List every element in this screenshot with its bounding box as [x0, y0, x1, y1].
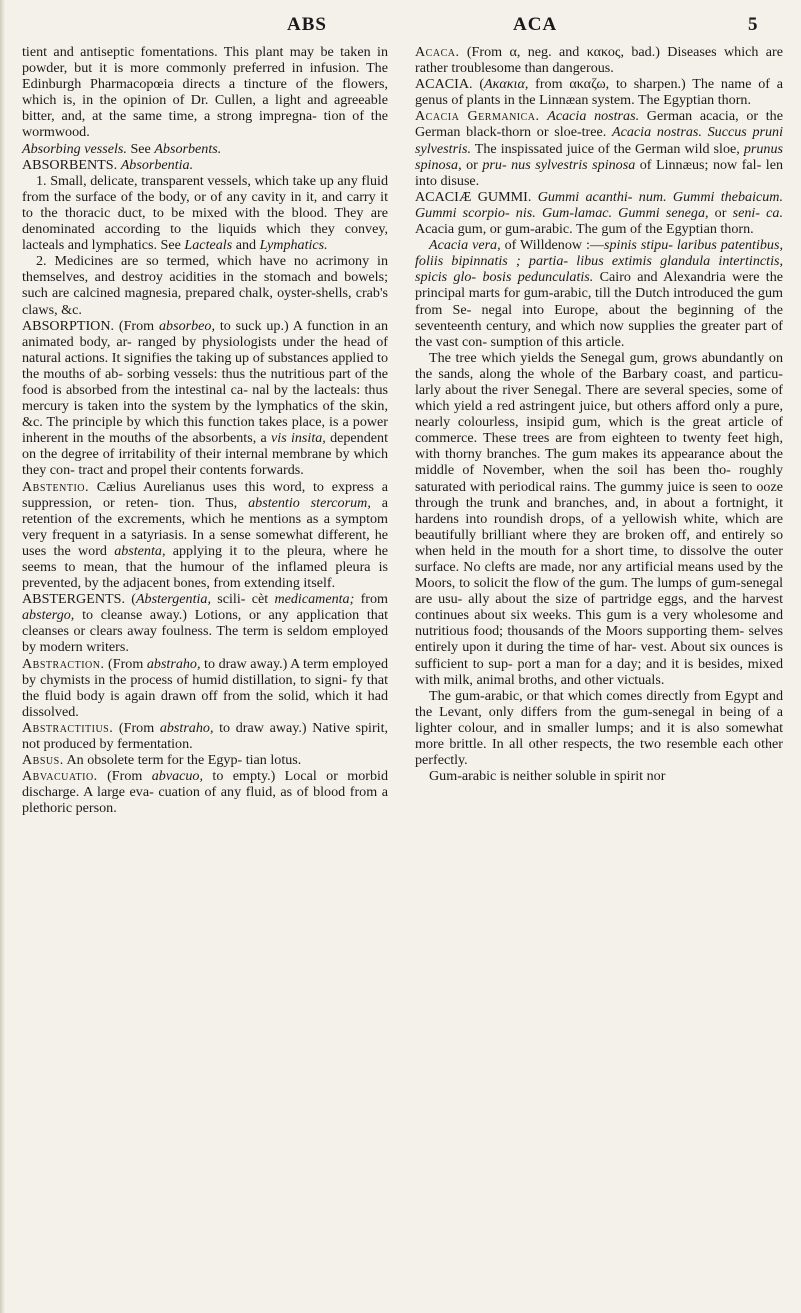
entry-text: (From [113, 719, 160, 736]
italic-text: Gummi acanthi- num. Gummi thebaicum. Gummi scorpio- nis. Gum-lamac. Gummi senega, [415, 188, 783, 221]
dictionary-entry [22, 157, 388, 173]
entry-text: dependent on the degree of irritability of their internal membrane by which they con- tract and propel their contents forwards. [22, 430, 388, 479]
entry-text: ACACIA. ( [415, 76, 485, 93]
dictionary-entry [22, 479, 388, 592]
entry-text: The tree which yields the Senegal gum, grows abundantly on the sands, along the whole of the Barbary coast, and particu- larly about the river Senegal. There are several species, some of which yield a red astringent juice, but others afford only a pure, nearly colourless, insipid gum, which is the great article of commerce. These trees are from eighteen to twenty feet high, with thorny branches. The gum makes its appearance about the middle of November, when the soil has been tho- roughly saturated with periodical rains. The gummy juice is seen to ooze through the trunk and branches, and, in about a fortnight, it hardens into roundish drops, of a yellowish white, which are beautifully brilliant where they are broken off, and entirely so when held in the mouth for a short time, to dissolve the outer surface. No clefts are made, nor any artificial means used by the Moors, to solicit the flow of the gum. The lumps of gum-senegal are usu- ally about the size of partridge eggs, and the harvest continues about six weeks. This gum is a very wholesome and nutritious food; thousands of the Moors supporting them- selves entirely upon it during the time of har- vest. About six ounces is sufficient to sup- port a man for a day; and it is besides, mixed with milk, animal broths, and other victuals. [415, 349, 783, 688]
italic-text: Acacia nostras. [547, 108, 640, 125]
entry-text: to cleanse away.) Lotions, or any application that cleanses or clears away foulness. The term is seldom employed by modern writers. [22, 607, 388, 656]
entry-text: of Willdenow :— [500, 237, 604, 254]
dictionary-entry [22, 720, 388, 752]
dictionary-entry [415, 768, 783, 784]
entry-text: from ακαζω, to sharpen.) The name of a genus of plants in the Linnæan system. The Egyptian thorn. [415, 76, 783, 109]
entry-text: to draw away.) A term employed by chymists in the process of humid distillation, to signi- fy that the fluid body is again drawn off from the solid, which it had dissolved. [22, 655, 389, 720]
entry-text: (From α, neg. and κακος, bad.) Diseases which are rather troublesome than dangerous. [415, 44, 783, 77]
entry-text: (From [104, 655, 147, 672]
entry-text: Cælius Aurelianus uses this word, to express a suppression, or reten- tion. Thus, [22, 478, 388, 511]
entry-text: or [461, 156, 483, 173]
italic-text: abstraho, [159, 719, 214, 736]
italic-text: abstenta, [114, 542, 166, 559]
dictionary-entry [415, 688, 783, 768]
entry-text: from [354, 591, 388, 608]
entry-text: to empty.) Local or morbid discharge. A large eva- cuation of any fluid, as of blood from a plethoric person. [22, 768, 389, 817]
entry-text: tient and antiseptic fomentations. This plant may be taken in powder, but it is more commonly preferred in infusion. The Edinburgh Pharmacopœia directs a tincture of the flowers, which is, in the opinion of Dr. Cullen, a light and agreeable bitter, and, at the same time, a strong impregna- tion of the wormwood. [22, 44, 388, 141]
italic-text: abvacuo, [151, 768, 204, 785]
entry-text: ABSORPTION. (From [22, 317, 159, 334]
dictionary-entry [22, 318, 388, 479]
entry-text: An obsolete term for the Egyp- tian lotus. [63, 752, 302, 769]
entry-text: or [708, 204, 733, 221]
headword-small-caps: Acacia Germanica. [415, 108, 540, 125]
entry-text: The inspissated juice of the German wild sloe, [470, 140, 744, 157]
italic-text: pru- nus sylvestris spinosa [482, 156, 636, 173]
dictionary-entry [22, 752, 388, 768]
dictionary-entry [22, 253, 388, 317]
headword-small-caps: Absus. [22, 752, 64, 769]
italic-text: Lymphatics. [259, 237, 328, 254]
italic-text: abstergo, [22, 607, 75, 624]
entry-text: Acacia gum, or gum-arabic. The gum of the Egyptian thorn. [415, 221, 754, 238]
dictionary-entry [22, 44, 388, 141]
page-number: 5 [748, 14, 759, 35]
headword-small-caps: Abstentio. [22, 478, 90, 495]
entry-text: scili- cèt [210, 591, 275, 608]
dictionary-entry [22, 656, 388, 720]
entry-text: See [126, 140, 155, 157]
entry-text: German acacia, or the German black-thorn or sloe-tree. [415, 108, 783, 141]
italic-text: Absorbentia. [120, 156, 194, 173]
entry-text: to suck up.) A function in an animated body, ar- ranged by physiologists under the head of natural actions. It signifies the taking up of substances applied to the mouths of ab- sorbing vessels: thus the nutritious part of the food is absorbed from the intestinal ca- nal by the lacteals: thus mercury is taken into the system by the lymphatics of the skin, &c. The principle by which this function takes place, is a power inherent in the mouths of the absorbents, a [22, 317, 388, 447]
dictionary-entry [415, 189, 783, 237]
italic-text: Ακακια, [484, 76, 529, 93]
italic-text: Absorbents. [154, 140, 222, 157]
entry-text: ACACIÆ GUMMI. [415, 188, 538, 205]
entry-text: Cairo and Alexandria were the principal marts for gum-arabic, till the Dutch introduced the gum from Se- negal into Europe, about the beginning of the seventeenth century, and which now supplies the greater part of the vast con- sumption of this article. [415, 269, 783, 350]
headword-small-caps: Abvacuatio. [22, 768, 98, 785]
entry-text: applying it to the pleura, where he seems to mean, that the humour of the inflamed pleura is prevented, by the adjacent bones, from extending itself. [22, 542, 388, 592]
italic-text: abstentio stercorum, [248, 494, 371, 511]
italic-text: abstraho, [146, 655, 201, 672]
entry-text: and [232, 237, 260, 254]
italic-text: Acacia vera, [429, 237, 501, 254]
entry-text: 1. Small, delicate, transparent vessels, which take up any fluid from the surface of the body, or of any cavity in it, and carry it to the thoracic duct, to be mixed with the blood. They are denominated according to the liquids which they convey, lacteals and lymphatics. See [22, 172, 388, 254]
entry-text: Gum-arabic is neither soluble in spirit nor [429, 768, 666, 785]
italic-text: medicamenta; [274, 591, 355, 608]
entry-text: (From [97, 768, 152, 785]
entry-text: The gum-arabic, or that which comes directly from Egypt and the Levant, only differs from the gum-senegal in being of a lighter colour, and in smaller lumps; and it is also somewhat more brittle. In all other respects, the two resemble each other perfectly. [415, 687, 783, 769]
entry-text: a retention of the excrements, which he mentions as a symptom very frequent in a satyriasis. In a sense somewhat different, he uses the word [22, 494, 389, 559]
dictionary-entry [415, 44, 783, 76]
italic-text: absorbeo, [158, 317, 215, 334]
italic-text: Abstergentia, [135, 591, 211, 608]
entry-text: of Linnæus; now fal- len into disuse. [415, 156, 784, 189]
headword-small-caps: Abstraction. [22, 655, 105, 672]
dictionary-entry [22, 141, 388, 157]
dictionary-entry [415, 108, 783, 188]
dictionary-entry [415, 237, 783, 350]
headword-small-caps: Abstractitius. [22, 719, 114, 736]
entry-text: ABSORBENTS. [22, 156, 121, 173]
dictionary-entry [415, 350, 783, 688]
right-text-column [415, 44, 783, 784]
italic-text: Acacia nostras. Succus pruni sylvestris. [415, 124, 783, 157]
left-text-column [22, 44, 388, 817]
dictionary-entry [22, 768, 388, 816]
italic-text: Absorbing vessels. [22, 140, 127, 157]
italic-text: spinis stipu- laribus patentibus, foliis bipinnatis ; partia- libus extimis glandula intertinctis, spicis glo- bosis pedunculatis. [415, 237, 783, 286]
italic-text: prunus spinosa, [415, 140, 783, 173]
running-header [0, 14, 801, 44]
dictionary-entry [22, 173, 388, 253]
header-right-guide-word: ACA [513, 14, 558, 35]
headword-small-caps: Acaca. [415, 44, 460, 60]
italic-text: Lacteals [184, 237, 233, 254]
page-binding-shadow [0, 0, 5, 1313]
dictionary-entry [415, 76, 783, 108]
entry-text: ABSTERGENTS. ( [22, 591, 136, 608]
entry-text: 2. Medicines are so termed, which have no acrimony in themselves, and destroy acidities in the stomach and bowels; such are calcined magnesia, prepared chalk, oyster-shells, crab's claws, &c. [22, 253, 388, 318]
dictionary-entry [22, 591, 388, 655]
entry-text: to draw away.) Native spirit, not produced by fermentation. [22, 719, 389, 753]
italic-text: seni- ca. [732, 204, 784, 221]
header-left-guide-word: ABS [287, 14, 327, 35]
italic-text: vis insita, [271, 430, 326, 447]
